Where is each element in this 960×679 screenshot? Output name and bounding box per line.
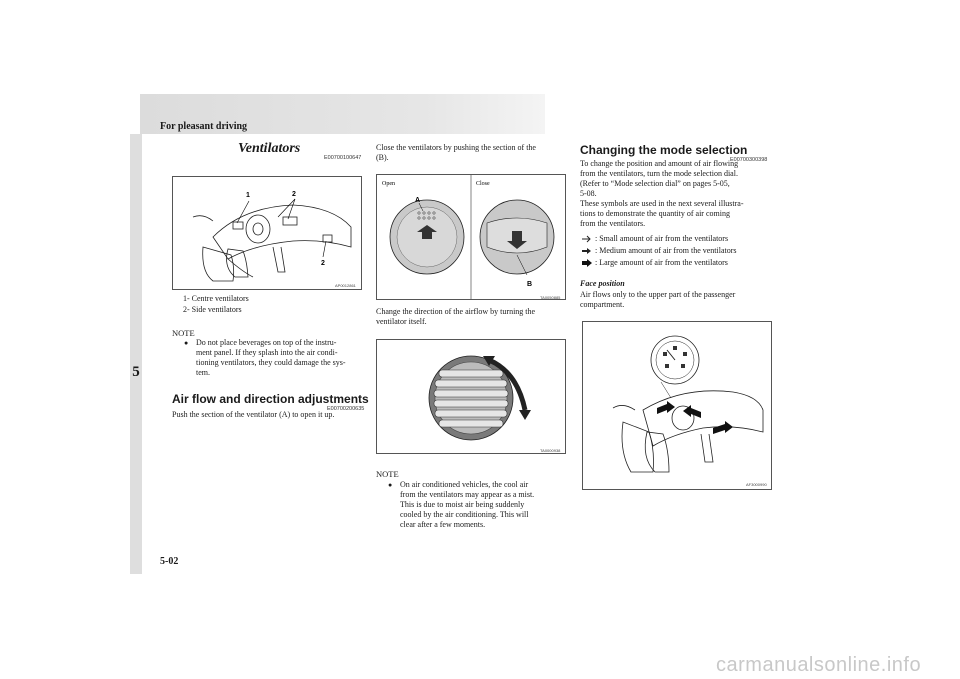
note-label-middle: NOTE [376,469,399,479]
open-close-illustration [377,175,565,299]
figure-code-openclose: TA0050885 [540,295,561,300]
direction-illustration [377,340,565,453]
face-position-figure [582,321,772,490]
header-title: For pleasant driving [160,121,248,132]
callout-2-top: 1 [246,192,250,199]
item-centre-ventilators: 1- Centre ventilators [183,294,249,303]
page-number: 5-02 [160,556,179,567]
figure-code-face: AF3000990 [746,482,767,487]
callout-2-side: 2 [321,260,325,267]
dashboard-figure [172,176,362,290]
note-text-left: Do not place beverages on top of the instru- ment panel. If they splash into the air condi- tioning ventilators, they could damage the sys- tem. [196,338,346,377]
mode-selection-title: Changing the mode selection [580,143,748,157]
close-intro: Close the ventilators by pushing the section of the (B). [376,143,536,162]
label-b: B [527,281,533,288]
subsection-code: E00700200635 [327,406,365,412]
push-instruction: Push the section of the ventilator (A) to open it up. [172,410,335,419]
chapter-number: 5 [132,364,140,380]
symbol-small: : Small amount of air from the ventilators [582,234,728,243]
chapter-tab [130,134,142,574]
dashboard-illustration [173,177,361,289]
symbol-large: : Large amount of air from the ventilators [582,258,728,267]
label-a: A [415,197,421,204]
bullet-icon: ● [184,339,189,347]
direction-text: Change the direction of the airflow by turning the ventilator itself. [376,307,536,326]
face-position-illustration [583,322,771,489]
mode-selection-text: To change the position and amount of air flowing from the ventilators, turn the mode selection dial. (Refer to “Mode selection dial” on pages 5-05, 5-08. These symbols are used in the next several illustra- tions to demonstrate the quantity of air coming from the ventilators. [580,159,744,228]
close-label: Close [476,181,490,187]
figure-code-direction: TA0000938 [540,448,561,453]
direction-figure [376,339,566,454]
medium-air-arrow-icon [582,247,592,255]
face-position-title: Face position [580,279,625,288]
small-air-arrow-icon [582,235,592,243]
item-side-ventilators: 2- Side ventilators [183,305,242,314]
note-label-left: NOTE [172,328,195,338]
symbol-medium: : Medium amount of air from the ventilators [582,246,737,255]
section-title: Ventilators [238,141,301,156]
note-text-middle: On air conditioned vehicles, the cool air from the ventilators may appear as a mist. This is due to moist air being suddenly cooled by the air conditioning. This will clear after a few moments. [400,480,535,529]
watermark: carmanualsonline.info [716,654,922,676]
callout-1: 2 [292,191,296,198]
figure-code-left: AP0012861 [335,283,356,288]
open-label: Open [382,181,395,187]
section-code: E00700100647 [324,155,362,161]
large-air-arrow-icon [582,259,592,267]
bullet-icon: ● [388,481,393,489]
open-close-figure [376,174,566,300]
mode-selection-code: E00700300398 [730,157,768,163]
face-position-text: Air flows only to the upper part of the passenger compartment. [580,290,736,309]
subsection-title: Air flow and direction adjustments [172,392,369,406]
